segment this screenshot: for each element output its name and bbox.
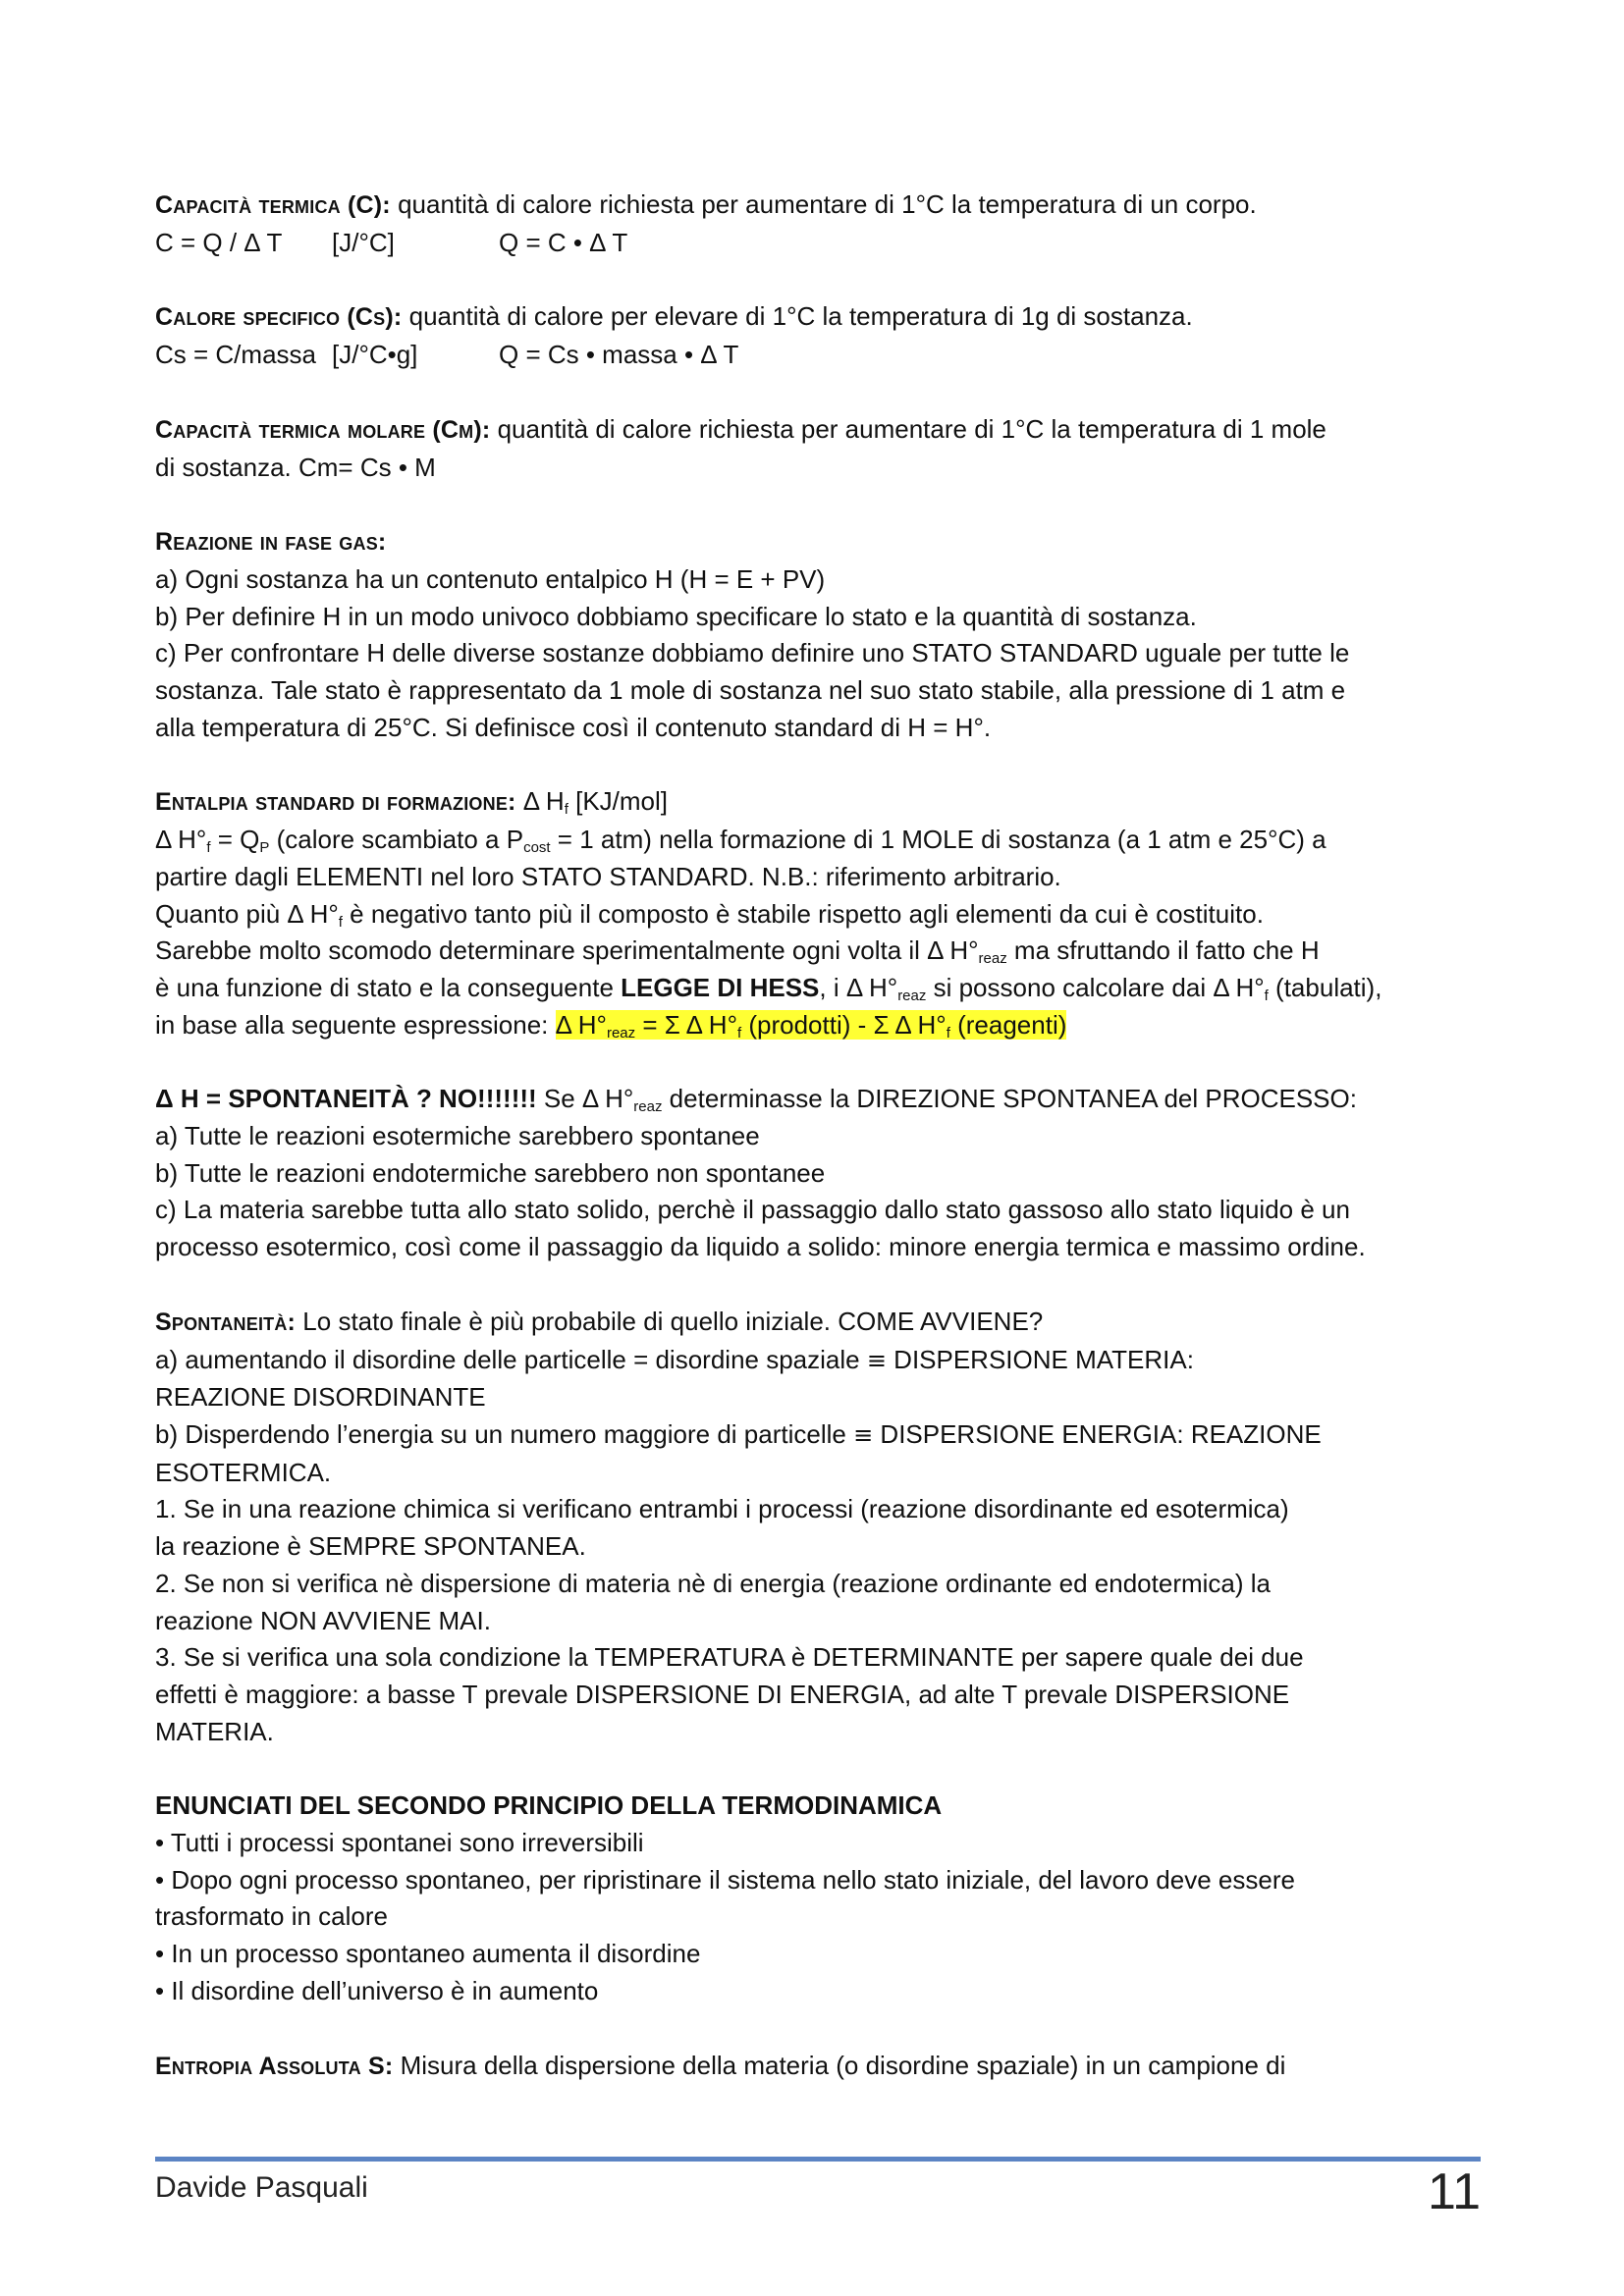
text-line: processo esotermico, così come il passaggio da liquido a solido: minore energia termica e massimo ordine. [155, 1232, 1366, 1262]
page-number: 11 [1428, 2163, 1481, 2220]
text-line: Spontaneità: Lo stato finale è più probabile di quello iniziale. COME AVVIENE? [155, 1306, 1044, 1336]
text-line: Sarebbe molto scomodo determinare sperimentalmente ogni volta il Δ $H^\circ_{reaz}$ ma sfruttando il fatto che H [155, 935, 1320, 968]
text-line: sostanza. Tale stato è rappresentato da 1 mole di sostanza nel suo stato stabile, alla pressione di 1 atm e [155, 675, 1346, 706]
text-line: ESOTERMICA. [155, 1457, 332, 1487]
bullet-item: • Tutti i processi spontanei sono irreversibili [155, 1828, 644, 1858]
bullet-item: • In un processo spontaneo aumenta il disordine [155, 1939, 701, 1969]
section-capacita-termica [155, 187, 1481, 261]
text-line: Capacità termica molare (Cm): quantità di calore richiesta per aumentare di 1°C la temperatura di 1 mole [155, 413, 1326, 444]
term-heading: Spontaneità: [155, 1308, 297, 1336]
section-capacita-molare [155, 411, 1481, 486]
text-line: Δ $H^\circ_f = Q_P$ (calore scambiato a $P_{cost} = 1$ atm) nella formazione di 1 MOLE di sostanza (a 1 atm e 25°C) a [155, 825, 1326, 857]
text-line: Calore specifico (Cs): quantità di calore per elevare di 1°C la temperatura di 1g di sostanza. [155, 301, 1193, 332]
formula-line: Cs = C/massa [J/°C•g] Q = Cs • massa • Δ T [155, 340, 739, 370]
text-line: MATERIA. [155, 1716, 274, 1746]
list-item: c) Per confrontare H delle diverse sostanze dobbiamo definire uno STATO STANDARD uguale per tutte le [155, 638, 1350, 668]
list-item: a) aumentando il disordine delle particelle = disordine spaziale ≡ DISPERSIONE MATERIA: [155, 1344, 1194, 1374]
text-line: REAZIONE DISORDINANTE [155, 1382, 486, 1413]
term-heading: Capacità termica (C): [155, 191, 391, 219]
text-line: è una funzione di stato e la conseguente LEGGE DI HESS, i Δ $H^\circ_{reaz}$ si possono calcolare dai Δ $H^\circ_f$ (tabulati), [155, 972, 1382, 1004]
section-enunciati [155, 1788, 1481, 2009]
section-entalpia-formazione [155, 783, 1481, 1043]
term-heading: Entalpia standard di formazione: [155, 788, 516, 817]
bullet-item: • Il disordine dell’universo è in aumento [155, 1975, 599, 2005]
footer-author: Davide Pasquali [155, 2171, 368, 2204]
list-item: a) Ogni sostanza ha un contenuto entalpico H (H = E + PV) [155, 563, 826, 594]
term-heading: Reazione in fase gas: [155, 528, 387, 557]
list-item: c) La materia sarebbe tutta allo stato solido, perchè il passaggio dallo stato gassoso allo stato liquido è un [155, 1195, 1350, 1225]
section-calore-specifico [155, 298, 1481, 373]
formula-line: C = Q / Δ T [J/°C] Q = C • Δ T [155, 227, 628, 257]
term-heading: Entropia Assoluta S: [155, 2052, 394, 2080]
term-heading: Δ H = SPONTANEITÀ ? NO!!!!!!! [155, 1084, 537, 1114]
equivalence-symbol: ≡ [866, 1346, 887, 1374]
text-line: di sostanza. Cm= Cs • M [155, 452, 436, 482]
text-line: la reazione è SEMPRE SPONTANEA. [155, 1531, 586, 1562]
list-item: b) Tutte le reazioni endotermiche sarebbero non spontanee [155, 1157, 826, 1188]
list-item: b) Per definire H in un modo univoco dobbiamo specificare lo stato e la quantità di sostanza. [155, 601, 1197, 631]
section-entropia [155, 2048, 1481, 2086]
section-reazione-gas [155, 523, 1481, 746]
section-spontaneita [155, 1304, 1481, 1750]
list-item: a) Tutte le reazioni esotermiche sarebbero spontanee [155, 1121, 760, 1151]
highlighted-formula: Δ $H^\circ_{reaz} = \Sigma$ Δ $H^\circ_f$ (prodotti) - Σ Δ $H^\circ_f$ (reagenti) [555, 1009, 1067, 1041]
term-heading: Calore specifico (Cs): [155, 303, 403, 332]
text-line: Entropia Assoluta S: Misura della dispersione della materia (o disordine spaziale) in un campione di [155, 2050, 1286, 2080]
list-item: b) Disperdendo l’energia su un numero maggiore di particelle ≡ DISPERSIONE ENERGIA: REAZIONE [155, 1418, 1322, 1449]
text-line: Entalpia standard di formazione: Δ $H_f$ [KJ/mol] [155, 786, 669, 819]
equivalence-symbol: ≡ [853, 1420, 874, 1449]
text-line: in base alla seguente espressione: Δ $H^\circ_{reaz} = \Sigma$ Δ $H^\circ_f$ (prodotti) - Σ Δ $H^\circ_f$ (reagenti) [155, 1009, 1067, 1041]
bullet-item: • Dopo ogni processo spontaneo, per ripristinare il sistema nello stato iniziale, del lavoro deve essere [155, 1864, 1295, 1895]
footer-divider [155, 2157, 1481, 2162]
text-line: alla temperatura di 25°C. Si definisce così il contenuto standard di H = H°. [155, 712, 992, 742]
list-item: 3. Se si verifica una sola condizione la TEMPERATURA è DETERMINANTE per sapere quale dei due [155, 1642, 1304, 1673]
page-body [155, 187, 1481, 2122]
text-line: Δ H = SPONTANEITÀ ? NO!!!!!!! Se Δ $H^\circ_{reaz}$ determinasse la DIREZIONE SPONTANEA del PROCESSO: [155, 1084, 1357, 1116]
term-heading: Capacità termica molare (Cm): [155, 415, 491, 444]
section-spontaneita-question [155, 1081, 1481, 1266]
text-line: Capacità termica (C): quantità di calore richiesta per aumentare di 1°C la temperatura di un corpo. [155, 189, 1257, 219]
list-item: 2. Se non si verifica nè dispersione di materia nè di energia (reazione ordinante ed endotermica) la [155, 1568, 1271, 1598]
text-line: reazione NON AVVIENE MAI. [155, 1605, 491, 1635]
text-line: effetti è maggiore: a basse T prevale DISPERSIONE DI ENERGIA, ad alte T prevale DISPERSIONE [155, 1679, 1290, 1709]
text-line: Quanto più Δ $H^\circ_f$ è negativo tanto più il composto è stabile rispetto agli elementi da cui è costituito. [155, 898, 1264, 931]
section-heading: ENUNCIATI DEL SECONDO PRINCIPIO DELLA TERMODINAMICA [155, 1790, 943, 1821]
text-line: partire dagli ELEMENTI nel loro STATO STANDARD. N.B.: riferimento arbitrario. [155, 861, 1061, 891]
text-line: trasformato in calore [155, 1901, 388, 1932]
legge-di-hess: LEGGE DI HESS [621, 972, 820, 1002]
list-item: 1. Se in una reazione chimica si verificano entrambi i processi (reazione disordinante ed esotermica) [155, 1494, 1289, 1524]
